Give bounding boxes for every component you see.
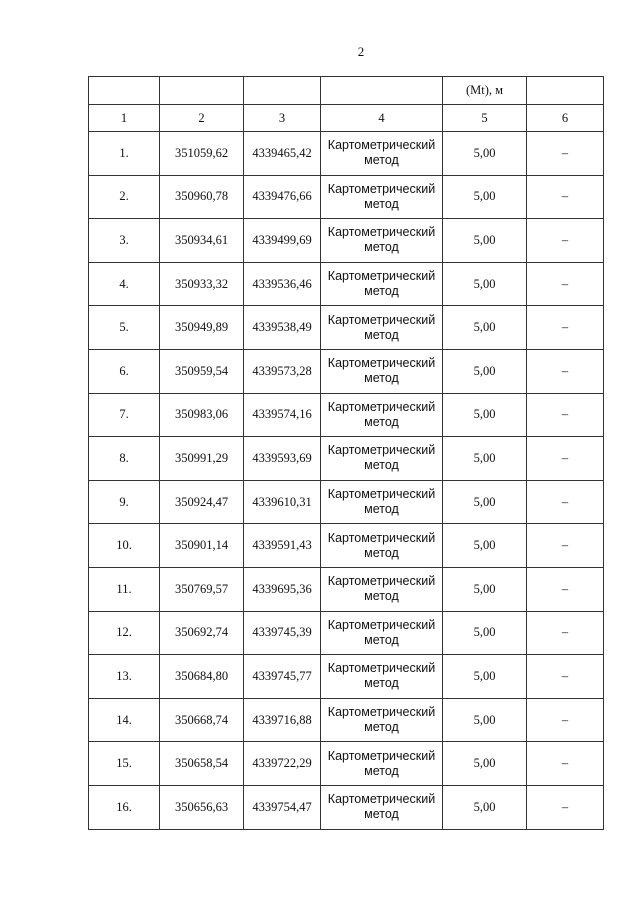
- method-cell: Картометрический метод: [321, 480, 443, 524]
- point-number-cell: 13.: [89, 655, 160, 699]
- y-coordinate-cell: 4339593,69: [244, 437, 321, 481]
- table-row: [89, 175, 604, 219]
- column-number: 1: [89, 105, 160, 132]
- description-cell: –: [527, 219, 604, 263]
- y-coordinate-cell: 4339591,43: [244, 524, 321, 568]
- description-cell: –: [527, 698, 604, 742]
- x-coordinate-cell: 350949,89: [160, 306, 244, 350]
- point-number-cell: 8.: [89, 437, 160, 481]
- method-cell: Картометрический метод: [321, 785, 443, 829]
- header-cell: [89, 77, 160, 105]
- point-number-cell: 3.: [89, 219, 160, 263]
- accuracy-cell: 5,00: [443, 698, 527, 742]
- method-cell: Картометрический метод: [321, 655, 443, 699]
- y-coordinate-cell: 4339574,16: [244, 393, 321, 437]
- description-cell: –: [527, 480, 604, 524]
- x-coordinate-cell: 351059,62: [160, 132, 244, 176]
- point-number-cell: 9.: [89, 480, 160, 524]
- accuracy-cell: 5,00: [443, 349, 527, 393]
- accuracy-cell: 5,00: [443, 262, 527, 306]
- x-coordinate-cell: 350668,74: [160, 698, 244, 742]
- x-coordinate-cell: 350769,57: [160, 567, 244, 611]
- header-cell: [321, 77, 443, 105]
- y-coordinate-cell: 4339573,28: [244, 349, 321, 393]
- table-row: [89, 219, 604, 263]
- x-coordinate-cell: 350983,06: [160, 393, 244, 437]
- accuracy-cell: 5,00: [443, 132, 527, 176]
- method-cell: Картометрический метод: [321, 132, 443, 176]
- table-row: [89, 655, 604, 699]
- y-coordinate-cell: 4339716,88: [244, 698, 321, 742]
- description-cell: –: [527, 655, 604, 699]
- table-row: [89, 306, 604, 350]
- table-row: [89, 437, 604, 481]
- point-number-cell: 2.: [89, 175, 160, 219]
- accuracy-cell: 5,00: [443, 524, 527, 568]
- description-cell: –: [527, 132, 604, 176]
- description-cell: –: [527, 262, 604, 306]
- accuracy-cell: 5,00: [443, 175, 527, 219]
- point-number-cell: 14.: [89, 698, 160, 742]
- point-number-cell: 5.: [89, 306, 160, 350]
- x-coordinate-cell: 350658,54: [160, 742, 244, 786]
- header-cell: [160, 77, 244, 105]
- point-number-cell: 1.: [89, 132, 160, 176]
- y-coordinate-cell: 4339745,39: [244, 611, 321, 655]
- description-cell: –: [527, 349, 604, 393]
- point-number-cell: 15.: [89, 742, 160, 786]
- header-row: [89, 77, 604, 105]
- table-row: [89, 567, 604, 611]
- description-cell: –: [527, 524, 604, 568]
- coordinates-table: [88, 76, 604, 830]
- x-coordinate-cell: 350656,63: [160, 785, 244, 829]
- y-coordinate-cell: 4339722,29: [244, 742, 321, 786]
- point-number-cell: 12.: [89, 611, 160, 655]
- column-number: 5: [443, 105, 527, 132]
- table-row: [89, 132, 604, 176]
- method-cell: Картометрический метод: [321, 393, 443, 437]
- accuracy-cell: 5,00: [443, 437, 527, 481]
- description-cell: –: [527, 742, 604, 786]
- description-cell: –: [527, 611, 604, 655]
- column-number: 4: [321, 105, 443, 132]
- x-coordinate-cell: 350901,14: [160, 524, 244, 568]
- table-row: [89, 785, 604, 829]
- accuracy-cell: 5,00: [443, 480, 527, 524]
- header-cell: [244, 77, 321, 105]
- x-coordinate-cell: 350959,54: [160, 349, 244, 393]
- point-number-cell: 6.: [89, 349, 160, 393]
- method-cell: Картометрический метод: [321, 742, 443, 786]
- description-cell: –: [527, 567, 604, 611]
- point-number-cell: 4.: [89, 262, 160, 306]
- table-row: [89, 393, 604, 437]
- x-coordinate-cell: 350924,47: [160, 480, 244, 524]
- table-row: [89, 742, 604, 786]
- column-number: 6: [527, 105, 604, 132]
- method-cell: Картометрический метод: [321, 219, 443, 263]
- x-coordinate-cell: 350934,61: [160, 219, 244, 263]
- description-cell: –: [527, 785, 604, 829]
- method-cell: Картометрический метод: [321, 611, 443, 655]
- y-coordinate-cell: 4339499,69: [244, 219, 321, 263]
- x-coordinate-cell: 350960,78: [160, 175, 244, 219]
- header-cell: [527, 77, 604, 105]
- column-number-row: [89, 105, 604, 132]
- table-row: [89, 349, 604, 393]
- method-cell: Картометрический метод: [321, 567, 443, 611]
- y-coordinate-cell: 4339745,77: [244, 655, 321, 699]
- accuracy-cell: 5,00: [443, 219, 527, 263]
- method-cell: Картометрический метод: [321, 437, 443, 481]
- accuracy-cell: 5,00: [443, 306, 527, 350]
- point-number-cell: 16.: [89, 785, 160, 829]
- table-row: [89, 611, 604, 655]
- description-cell: –: [527, 306, 604, 350]
- method-cell: Картометрический метод: [321, 349, 443, 393]
- column-number: 3: [244, 105, 321, 132]
- method-cell: Картометрический метод: [321, 698, 443, 742]
- y-coordinate-cell: 4339695,36: [244, 567, 321, 611]
- accuracy-cell: 5,00: [443, 567, 527, 611]
- x-coordinate-cell: 350933,32: [160, 262, 244, 306]
- y-coordinate-cell: 4339754,47: [244, 785, 321, 829]
- method-cell: Картометрический метод: [321, 262, 443, 306]
- accuracy-cell: 5,00: [443, 393, 527, 437]
- x-coordinate-cell: 350684,80: [160, 655, 244, 699]
- accuracy-cell: 5,00: [443, 742, 527, 786]
- description-cell: –: [527, 437, 604, 481]
- x-coordinate-cell: 350692,74: [160, 611, 244, 655]
- method-cell: Картометрический метод: [321, 524, 443, 568]
- table-row: [89, 262, 604, 306]
- point-number-cell: 7.: [89, 393, 160, 437]
- method-cell: Картометрический метод: [321, 306, 443, 350]
- y-coordinate-cell: 4339476,66: [244, 175, 321, 219]
- header-cell-mt: (Mt), м: [443, 77, 527, 105]
- method-cell: Картометрический метод: [321, 175, 443, 219]
- y-coordinate-cell: 4339536,46: [244, 262, 321, 306]
- x-coordinate-cell: 350991,29: [160, 437, 244, 481]
- accuracy-cell: 5,00: [443, 785, 527, 829]
- column-number: 2: [160, 105, 244, 132]
- description-cell: –: [527, 393, 604, 437]
- page-number: 2: [357, 44, 365, 59]
- table-row: [89, 480, 604, 524]
- description-cell: –: [527, 175, 604, 219]
- accuracy-cell: 5,00: [443, 611, 527, 655]
- point-number-cell: 11.: [89, 567, 160, 611]
- y-coordinate-cell: 4339465,42: [244, 132, 321, 176]
- table-row: [89, 524, 604, 568]
- point-number-cell: 10.: [89, 524, 160, 568]
- accuracy-cell: 5,00: [443, 655, 527, 699]
- y-coordinate-cell: 4339610,31: [244, 480, 321, 524]
- y-coordinate-cell: 4339538,49: [244, 306, 321, 350]
- table-row: [89, 698, 604, 742]
